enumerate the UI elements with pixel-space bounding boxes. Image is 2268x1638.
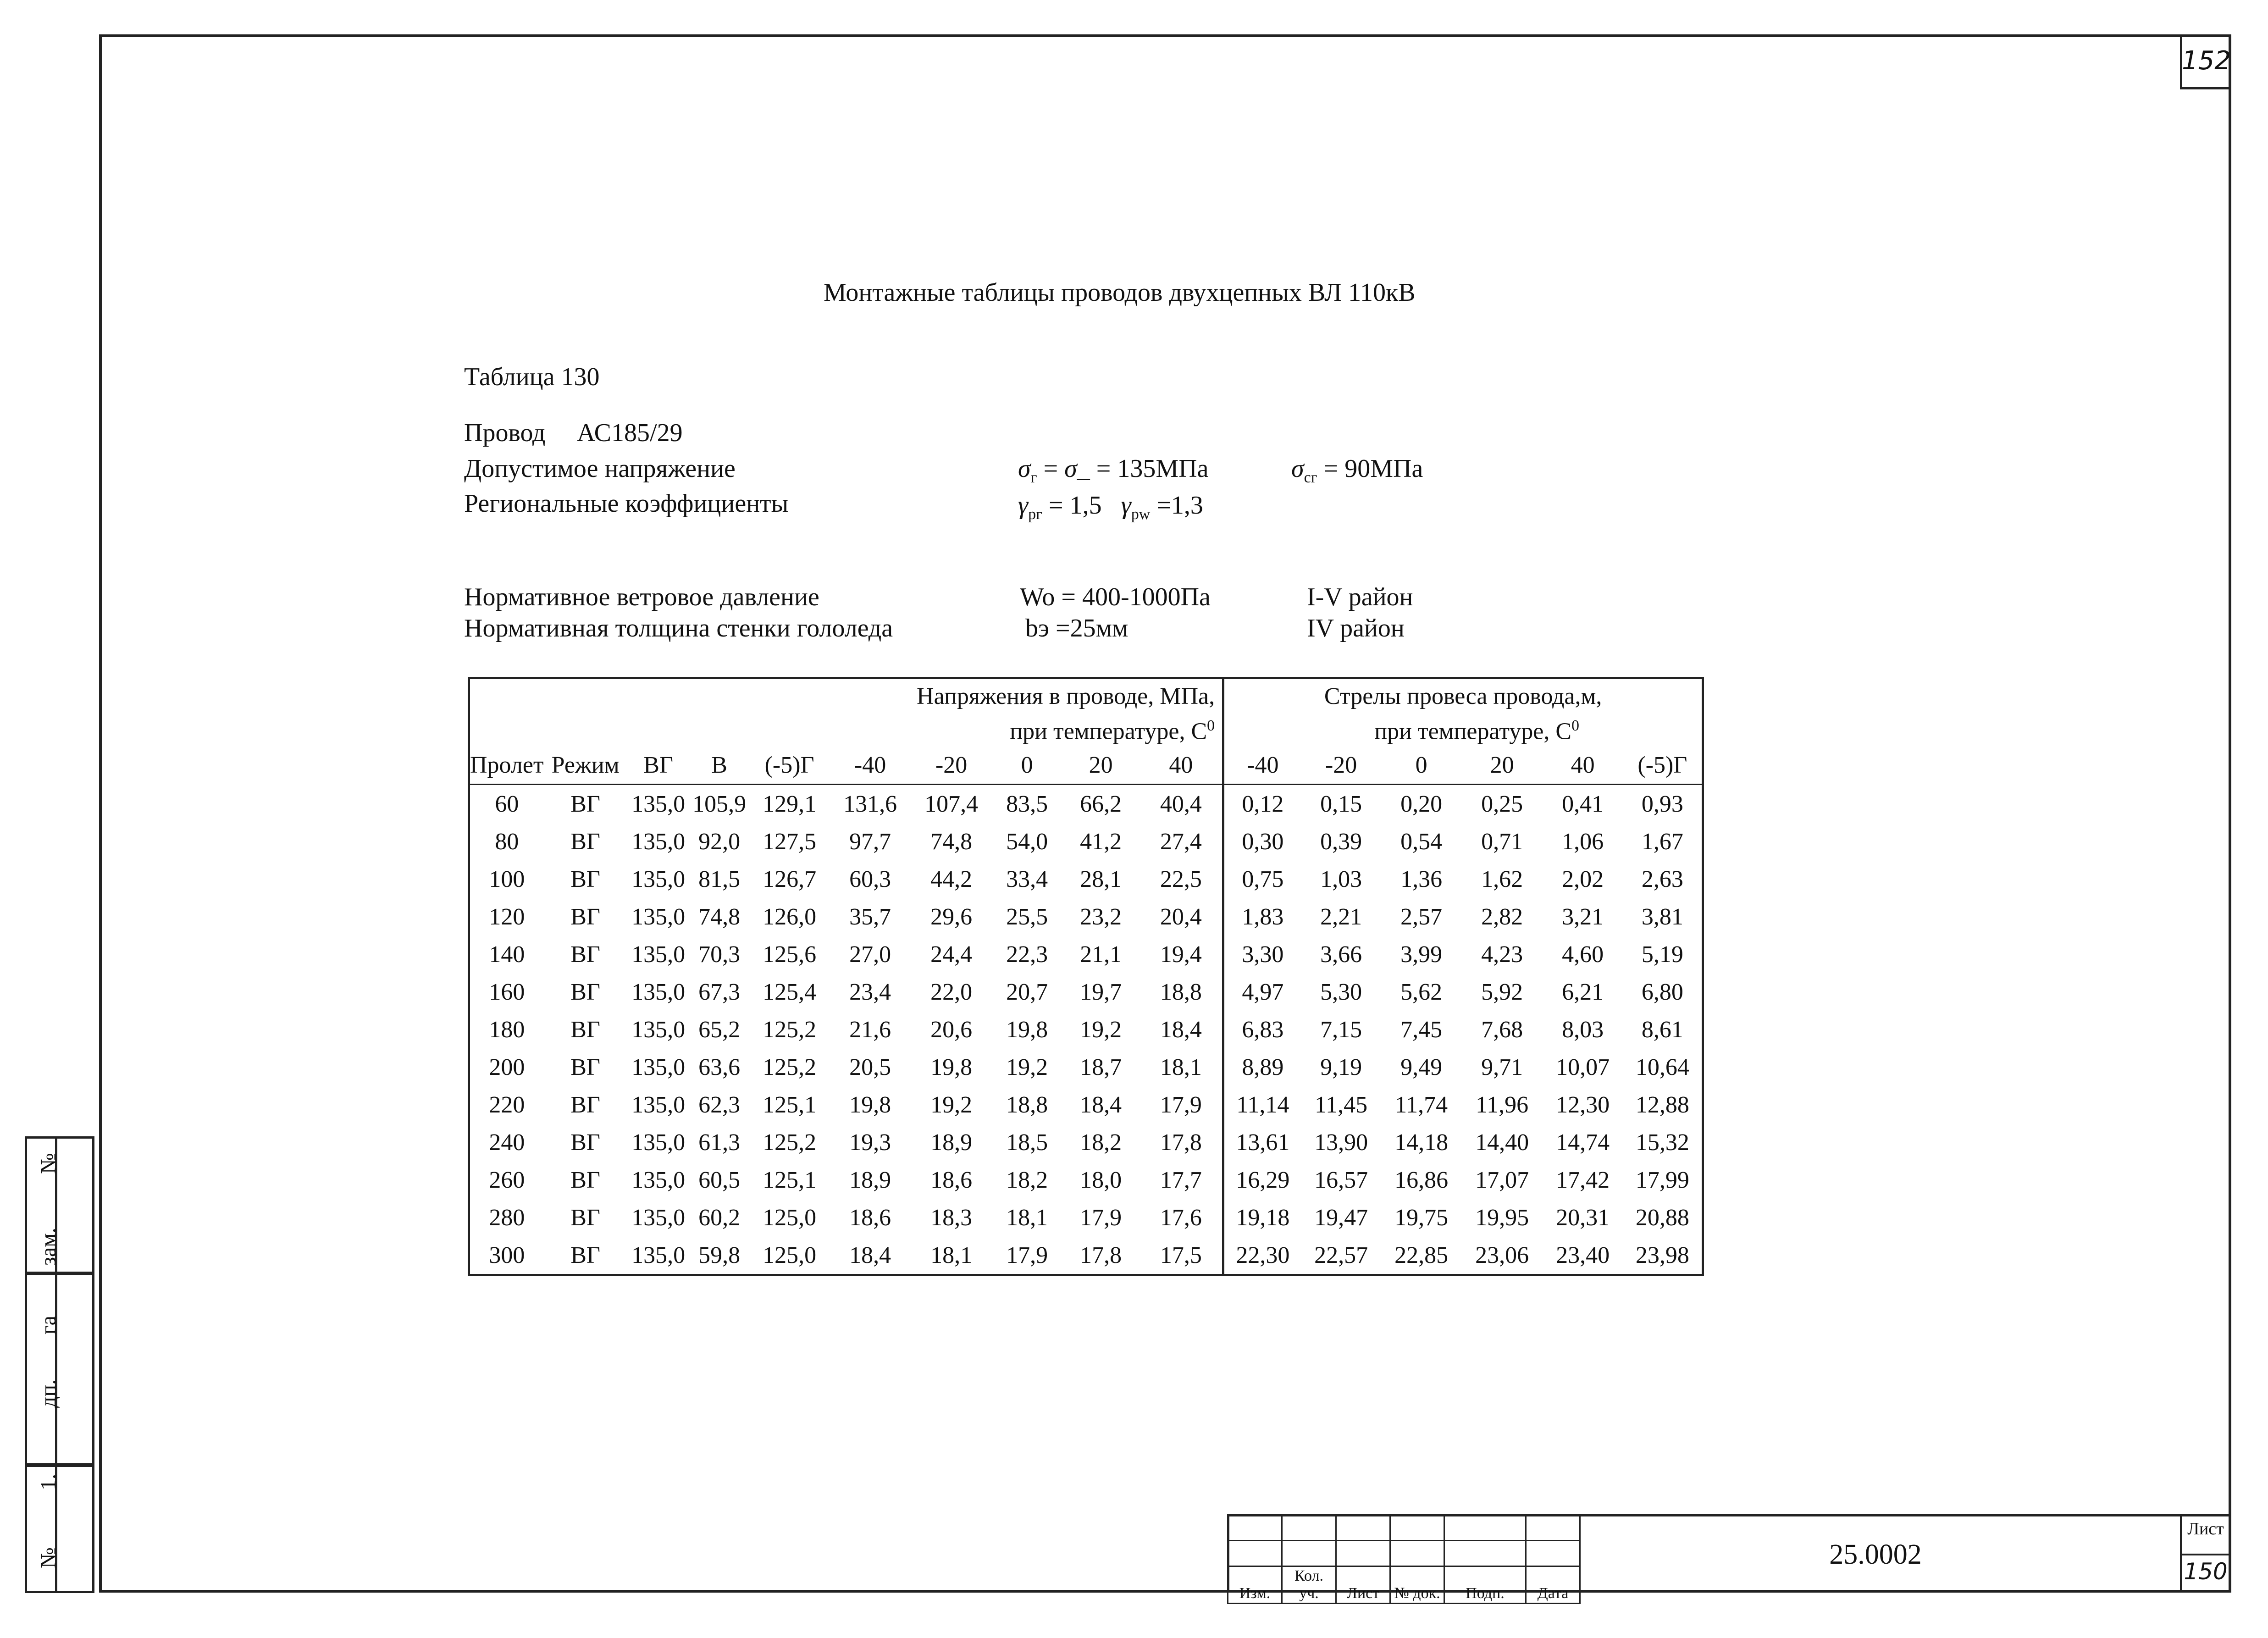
table-cell: 17,8: [1080, 1242, 1122, 1268]
table-cell: ВГ: [570, 1204, 600, 1231]
table-cell: 0,54: [1400, 828, 1443, 855]
table-cell: 80: [495, 828, 519, 855]
table-cell: 62,3: [698, 1091, 741, 1118]
table-cell: 27,0: [849, 941, 891, 968]
table-cell: 7,15: [1320, 1016, 1362, 1043]
table-cell: 13,90: [1314, 1129, 1368, 1156]
table-cell: ВГ: [570, 941, 600, 968]
table-cell: 18,1: [930, 1242, 973, 1268]
table-cell: 7,68: [1481, 1016, 1523, 1043]
margin-label-2: зам.: [36, 1228, 61, 1266]
table-cell: 19,8: [849, 1091, 891, 1118]
gamma-pw-value: =1,3: [1156, 491, 1203, 520]
table-cell: 16,57: [1314, 1167, 1368, 1193]
table-cell: 125,6: [763, 941, 817, 968]
table-cell: 3,81: [1641, 903, 1683, 930]
table-cell: 19,7: [1080, 979, 1122, 1005]
table-cell: 21,1: [1080, 941, 1122, 968]
table-cell: ВГ: [570, 979, 600, 1005]
table-cell: 300: [489, 1242, 525, 1268]
table-cell: ВГ: [570, 828, 600, 855]
table-row: [469, 1236, 1703, 1275]
table-cell: 18,3: [930, 1204, 973, 1231]
table-cell: 135,0: [631, 903, 686, 930]
table-cell: 0,41: [1562, 791, 1604, 817]
wire-value: АС185/29: [577, 419, 683, 447]
table-cell: 135,0: [631, 1242, 686, 1268]
column-header: (-5)Г: [1623, 746, 1703, 785]
table-cell: 3,30: [1223, 935, 1301, 973]
table-cell: 3,66: [1320, 941, 1362, 968]
stress-header-line-1: Напряжения в проводе, МПа,: [917, 683, 1215, 709]
table-cell: 23,06: [1475, 1242, 1529, 1268]
table-cell: 4,23: [1481, 941, 1523, 968]
table-cell: 17,9: [1006, 1242, 1048, 1268]
table-row: [469, 973, 1703, 1011]
table-cell: 1,36: [1400, 866, 1443, 892]
table-cell: 23,98: [1635, 1242, 1689, 1268]
table-cell: 19,95: [1475, 1204, 1529, 1231]
table-cell: 6,83: [1223, 1011, 1301, 1048]
table-cell: ВГ: [570, 1242, 600, 1268]
allowable-stress-value-2: = 90МПа: [1323, 454, 1423, 483]
table-cell: 20,31: [1556, 1204, 1610, 1231]
table-cell: 35,7: [849, 903, 891, 930]
table-cell: 5,19: [1641, 941, 1683, 968]
table-cell: 135,0: [631, 1204, 686, 1231]
allowable-stress-formula-2: $\sigma_{сг} = 90МПа$: [1291, 454, 1423, 487]
wind-region: I-V район: [1307, 583, 1413, 611]
table-cell: 19,47: [1314, 1204, 1368, 1231]
table-cell: 22,3: [1006, 941, 1048, 968]
margin-label-5: 1.: [36, 1474, 61, 1490]
table-cell: 18,1: [1006, 1204, 1048, 1231]
table-cell: 60,5: [698, 1167, 741, 1193]
margin-label-4: дп.: [36, 1379, 61, 1408]
titleblock-label: Подп.: [1444, 1566, 1526, 1604]
column-header: ВГ: [627, 746, 690, 785]
allowable-stress-value: = 135МПа: [1096, 454, 1209, 483]
table-cell: 24,4: [930, 941, 973, 968]
table-cell: 81,5: [698, 866, 741, 892]
table-cell: 1,03: [1320, 866, 1362, 892]
table-cell: 2,02: [1562, 866, 1604, 892]
table-cell: 4,97: [1223, 973, 1301, 1011]
table-cell: 19,3: [849, 1129, 891, 1156]
table-row: [469, 1086, 1703, 1123]
table-cell: 20,6: [930, 1016, 973, 1043]
table-row: [469, 1011, 1703, 1048]
sag-header-line-1: Стрелы провеса провода,м,: [1324, 683, 1602, 709]
sag-group-header: [1223, 678, 1703, 747]
table-cell: 0,39: [1320, 828, 1362, 855]
table-cell: 18,0: [1080, 1167, 1122, 1193]
table-cell: 160: [489, 979, 525, 1005]
table-cell: 9,49: [1400, 1054, 1443, 1080]
titleblock-label: Лист: [1336, 1566, 1390, 1604]
table-cell: 10,07: [1556, 1054, 1610, 1080]
table-cell: 44,2: [930, 866, 973, 892]
table-cell: 18,8: [1006, 1091, 1048, 1118]
table-cell: 220: [489, 1091, 525, 1118]
table-cell: 19,8: [1006, 1016, 1048, 1043]
column-header: 40: [1543, 746, 1623, 785]
page-title: Монтажные таблицы проводов двухцепных ВЛ 110кВ: [824, 278, 1416, 307]
table-cell: 23,2: [1080, 903, 1122, 930]
table-cell: 60,2: [698, 1204, 741, 1231]
table-cell: 17,7: [1160, 1167, 1202, 1193]
regional-coef-formula: $\gamma_{рг} = 1,5$ $\gamma_{pw} =1,3$: [1018, 491, 1203, 523]
table-cell: 28,1: [1080, 866, 1122, 892]
allowable-stress-label: Допустимое напряжение: [464, 454, 736, 483]
table-cell: 22,30: [1223, 1236, 1301, 1275]
table-cell: 8,03: [1562, 1016, 1604, 1043]
regional-coef-label: Региональные коэффициенты: [464, 489, 789, 518]
table-cell: 280: [489, 1204, 525, 1231]
table-cell: 20,88: [1635, 1204, 1689, 1231]
table-cell: 18,4: [1160, 1016, 1202, 1043]
table-cell: 200: [489, 1054, 525, 1080]
table-cell: 20,5: [849, 1054, 891, 1080]
table-cell: 17,9: [1080, 1204, 1122, 1231]
table-cell: 5,62: [1400, 979, 1443, 1005]
table-cell: 21,6: [849, 1016, 891, 1043]
sheet-divider-h: [2180, 1554, 2231, 1555]
table-cell: 125,1: [763, 1167, 817, 1193]
table-cell: 4,60: [1562, 941, 1604, 968]
table-cell: 135,0: [631, 791, 686, 817]
table-cell: 19,2: [1006, 1054, 1048, 1080]
table-cell: 6,21: [1562, 979, 1604, 1005]
stress-header-line-2: при температуре, $С^0$: [1010, 717, 1215, 745]
table-cell: 125,2: [763, 1054, 817, 1080]
sag-header-line-2: при температуре, $С^0$: [1374, 717, 1580, 745]
table-cell: 125,4: [763, 979, 817, 1005]
table-group-header: [469, 678, 1703, 747]
table-cell: 127,5: [763, 828, 817, 855]
table-cell: 18,1: [1160, 1054, 1202, 1080]
table-cell: 19,4: [1160, 941, 1202, 968]
table-cell: 11,74: [1395, 1091, 1448, 1118]
table-cell: 8,89: [1223, 1048, 1301, 1086]
ice-thickness-label: Нормативная толщина стенки гололеда: [464, 614, 893, 642]
wind-pressure-label: Нормативное ветровое давление: [464, 583, 819, 611]
table-cell: 17,99: [1635, 1167, 1689, 1193]
table-cell: 17,42: [1556, 1167, 1610, 1193]
table-cell: 135,0: [631, 828, 686, 855]
column-header: 20: [1462, 746, 1543, 785]
sheet-number: 150: [2184, 1558, 2228, 1585]
table-cell: 135,0: [631, 1016, 686, 1043]
table-cell: 6,80: [1641, 979, 1683, 1005]
table-cell: 125,2: [763, 1016, 817, 1043]
table-cell: 0,20: [1400, 791, 1443, 817]
table-cell: 9,19: [1320, 1054, 1362, 1080]
table-cell: 20,7: [1006, 979, 1048, 1005]
table-cell: 3,99: [1400, 941, 1443, 968]
column-header: 40: [1140, 746, 1223, 785]
table-cell: 60: [495, 791, 519, 817]
table-cell: 17,9: [1160, 1091, 1202, 1118]
table-cell: 22,57: [1314, 1242, 1368, 1268]
titleblock-label: Кол. уч.: [1282, 1566, 1336, 1604]
table-cell: 66,2: [1080, 791, 1122, 817]
titleblock-label: Изм.: [1228, 1566, 1282, 1604]
table-cell: 18,6: [930, 1167, 973, 1193]
table-cell: 11,14: [1223, 1086, 1301, 1123]
table-cell: 0,15: [1320, 791, 1362, 817]
mounting-table: [468, 677, 1704, 1276]
column-header: 0: [1381, 746, 1462, 785]
table-cell: ВГ: [570, 866, 600, 892]
table-cell: 60,3: [849, 866, 891, 892]
table-cell: 18,5: [1006, 1129, 1048, 1156]
column-header-row: [469, 746, 1703, 785]
table-cell: 5,30: [1320, 979, 1362, 1005]
table-cell: 107,4: [924, 791, 979, 817]
table-cell: ВГ: [570, 1091, 600, 1118]
table-cell: 8,61: [1641, 1016, 1683, 1043]
table-cell: ВГ: [570, 1129, 600, 1156]
table-cell: 20,4: [1160, 903, 1202, 930]
table-cell: 14,74: [1556, 1129, 1610, 1156]
ice-region: IV район: [1307, 614, 1405, 642]
table-cell: 2,63: [1641, 866, 1683, 892]
table-cell: 27,4: [1160, 828, 1202, 855]
column-header: (-5)Г: [749, 746, 830, 785]
column-header: Режим: [544, 746, 627, 785]
table-cell: 18,4: [849, 1242, 891, 1268]
table-cell: 100: [489, 866, 525, 892]
table-cell: 15,32: [1635, 1129, 1689, 1156]
table-cell: 2,82: [1481, 903, 1523, 930]
table-row: [469, 898, 1703, 935]
table-number: Таблица 130: [464, 363, 600, 391]
table-cell: 125,0: [763, 1204, 817, 1231]
wire-label: Провод: [464, 419, 546, 447]
table-cell: 22,5: [1160, 866, 1202, 892]
table-row: [469, 1123, 1703, 1161]
table-cell: 18,9: [930, 1129, 973, 1156]
margin-cell-2: [25, 1273, 94, 1466]
table-cell: 16,29: [1223, 1161, 1301, 1199]
table-cell: 92,0: [698, 828, 741, 855]
table-cell: 135,0: [631, 1129, 686, 1156]
table-cell: 19,18: [1223, 1199, 1301, 1236]
table-cell: 135,0: [631, 1091, 686, 1118]
table-cell: 61,3: [698, 1129, 741, 1156]
table-cell: ВГ: [570, 903, 600, 930]
table-cell: 18,2: [1006, 1167, 1048, 1193]
table-cell: 29,6: [930, 903, 973, 930]
table-cell: 33,4: [1006, 866, 1048, 892]
table-row: [469, 823, 1703, 860]
table-row: [469, 935, 1703, 973]
table-cell: 63,6: [698, 1054, 741, 1080]
table-cell: 13,61: [1223, 1123, 1301, 1161]
table-cell: 19,2: [1080, 1016, 1122, 1043]
table-cell: 125,0: [763, 1242, 817, 1268]
table-cell: 135,0: [631, 979, 686, 1005]
document-code: 25.0002: [1829, 1539, 1922, 1570]
table-cell: 11,96: [1476, 1091, 1529, 1118]
table-cell: 17,6: [1160, 1204, 1202, 1231]
table-cell: 59,8: [698, 1242, 741, 1268]
ice-thickness-value: bэ =25мм: [1025, 614, 1128, 642]
table-row: [469, 1161, 1703, 1199]
table-cell: 12,30: [1556, 1091, 1610, 1118]
table-cell: 105,9: [692, 791, 747, 817]
table-cell: 0,71: [1481, 828, 1523, 855]
gamma-rg-value: = 1,5: [1049, 491, 1102, 520]
revision-grid: [1227, 1514, 1581, 1604]
table-cell: 1,83: [1223, 898, 1301, 935]
table-cell: 41,2: [1080, 828, 1122, 855]
table-cell: 19,2: [930, 1091, 973, 1118]
table-cell: 97,7: [849, 828, 891, 855]
table-cell: 0,12: [1223, 785, 1301, 823]
table-cell: 0,30: [1223, 823, 1301, 860]
column-header: Пролет: [469, 746, 544, 785]
table-cell: 11,45: [1315, 1091, 1368, 1118]
margin-label-3: га: [36, 1316, 61, 1334]
table-cell: 1,67: [1641, 828, 1683, 855]
allowable-stress-formula: $\sigma_г$ = σ_ = 135МПа: [1018, 454, 1209, 487]
table-cell: ВГ: [570, 1016, 600, 1043]
table-cell: 260: [489, 1167, 525, 1193]
table-cell: 17,5: [1160, 1242, 1202, 1268]
table-cell: 0,25: [1481, 791, 1523, 817]
column-header: 20: [1062, 746, 1140, 785]
table-cell: 19,8: [930, 1054, 973, 1080]
table-cell: 18,9: [849, 1167, 891, 1193]
wind-pressure-value: Wo = 400-1000Па: [1020, 583, 1211, 611]
table-cell: 18,8: [1160, 979, 1202, 1005]
table-cell: 126,0: [763, 903, 817, 930]
table-cell: 14,18: [1394, 1129, 1449, 1156]
table-cell: 83,5: [1006, 791, 1048, 817]
table-cell: 131,6: [843, 791, 897, 817]
table-cell: 240: [489, 1129, 525, 1156]
table-cell: 135,0: [631, 1167, 686, 1193]
table-cell: 5,92: [1481, 979, 1523, 1005]
table-row: [469, 1199, 1703, 1236]
table-cell: 74,8: [930, 828, 973, 855]
table-cell: ВГ: [570, 1054, 600, 1080]
table-cell: 67,3: [698, 979, 741, 1005]
table-cell: 0,75: [1223, 860, 1301, 898]
table-cell: 14,40: [1475, 1129, 1529, 1156]
sheet-label: Лист: [2187, 1519, 2224, 1538]
table-cell: 1,06: [1562, 828, 1604, 855]
table-row: [469, 1048, 1703, 1086]
table-cell: 135,0: [631, 1054, 686, 1080]
titleblock-label: № док.: [1390, 1566, 1444, 1604]
table-cell: 40,4: [1160, 791, 1202, 817]
table-cell: 2,21: [1320, 903, 1362, 930]
margin-divider: [55, 1136, 57, 1593]
table-cell: 135,0: [631, 866, 686, 892]
table-cell: 22,85: [1394, 1242, 1449, 1268]
table-cell: 126,7: [763, 866, 817, 892]
table-row: [469, 785, 1703, 823]
table-cell: 18,4: [1080, 1091, 1122, 1118]
table-cell: 17,8: [1160, 1129, 1202, 1156]
margin-label-1: №: [36, 1153, 61, 1174]
table-cell: 180: [489, 1016, 525, 1043]
table-cell: 1,62: [1481, 866, 1523, 892]
column-header: -20: [1301, 746, 1381, 785]
table-cell: 12,88: [1635, 1091, 1689, 1118]
table-cell: 18,6: [849, 1204, 891, 1231]
table-cell: 135,0: [631, 941, 686, 968]
column-header: -20: [911, 746, 992, 785]
table-cell: 10,64: [1635, 1054, 1689, 1080]
table-cell: 22,0: [930, 979, 973, 1005]
column-header: 0: [992, 746, 1062, 785]
table-cell: 17,07: [1475, 1167, 1529, 1193]
table-cell: 19,75: [1394, 1204, 1449, 1231]
column-header: -40: [830, 746, 911, 785]
column-header: -40: [1223, 746, 1301, 785]
table-cell: 7,45: [1400, 1016, 1443, 1043]
table-cell: 3,21: [1562, 903, 1604, 930]
table-cell: 25,5: [1006, 903, 1048, 930]
table-cell: 140: [489, 941, 525, 968]
table-cell: 120: [489, 903, 525, 930]
table-cell: ВГ: [570, 1167, 600, 1193]
table-cell: 23,40: [1556, 1242, 1610, 1268]
table-cell: 2,57: [1400, 903, 1443, 930]
stress-group-header: [469, 678, 1223, 747]
table-cell: ВГ: [570, 791, 600, 817]
table-cell: 0,93: [1641, 791, 1683, 817]
table-cell: 74,8: [698, 903, 741, 930]
table-cell: 23,4: [849, 979, 891, 1005]
table-cell: 18,7: [1080, 1054, 1122, 1080]
table-cell: 125,2: [763, 1129, 817, 1156]
table-cell: 54,0: [1006, 828, 1048, 855]
table-row: [469, 860, 1703, 898]
table-cell: 18,2: [1080, 1129, 1122, 1156]
table-cell: 16,86: [1394, 1167, 1449, 1193]
column-header: В: [690, 746, 749, 785]
table-cell: 65,2: [698, 1016, 741, 1043]
table-cell: 70,3: [698, 941, 741, 968]
table-cell: 9,71: [1481, 1054, 1523, 1080]
titleblock-label: Дата: [1526, 1566, 1580, 1604]
top-stamp-number: 152: [2182, 46, 2231, 76]
table-cell: 125,1: [763, 1091, 817, 1118]
margin-label-6: №: [36, 1547, 61, 1568]
table-cell: 129,1: [763, 791, 817, 817]
